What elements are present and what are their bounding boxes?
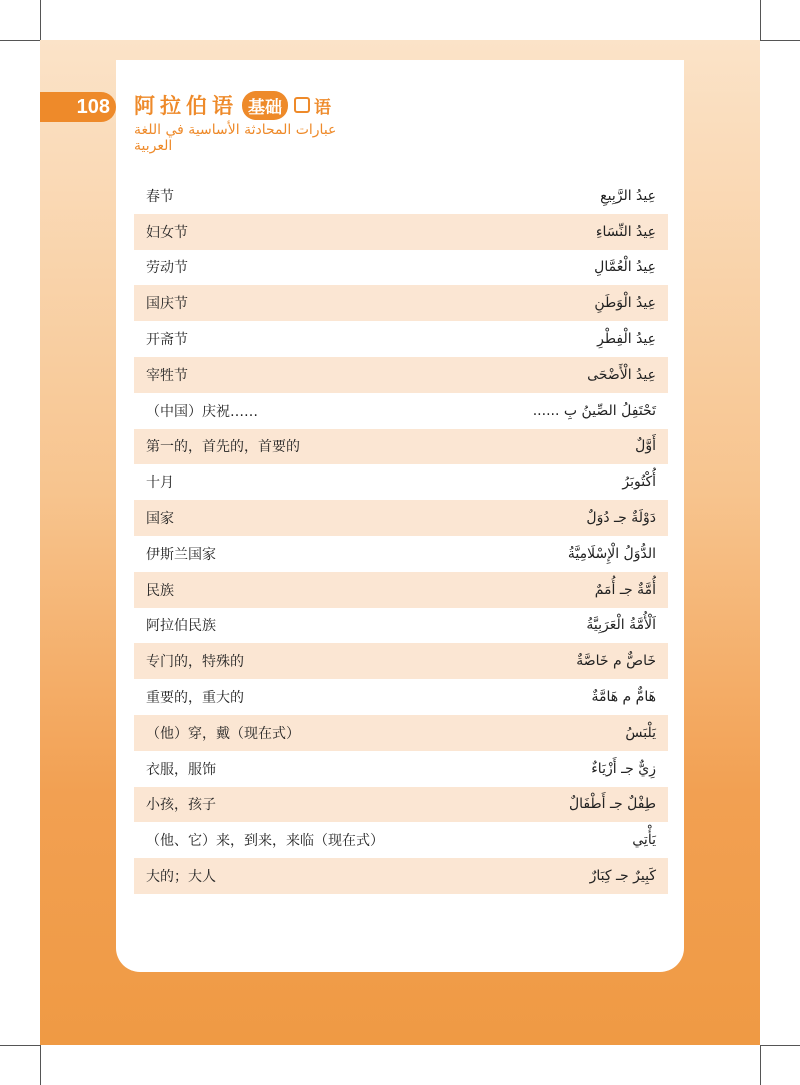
vocab-row [134, 536, 668, 572]
arabic-term: أُكْتُوبَرُ [622, 474, 656, 491]
arabic-term: دَوْلَةٌ جـ دُوَلٌ [586, 510, 656, 527]
arabic-term: يَلْبَسُ [625, 724, 656, 741]
arabic-term: اَلْأُمَّةُ الْعَرَبِيَّةُ [586, 617, 656, 634]
vocab-row [134, 178, 668, 214]
crop-mark [760, 1045, 800, 1046]
crop-mark [40, 0, 41, 40]
chinese-term: 开斋节 [146, 332, 188, 349]
vocab-row [134, 321, 668, 357]
chinese-term: 妇女节 [146, 224, 188, 241]
arabic-term: عِيدُ الْفِطْرِ [597, 331, 656, 348]
vocab-row [134, 715, 668, 751]
arabic-term: كَبِيرٌ جـ كِبَارٌ [589, 868, 656, 885]
chinese-term: 重要的，重大的 [146, 690, 244, 707]
arabic-term: يَأْتِي [632, 832, 656, 849]
subtitle-arabic: عبارات المحادثة الأساسية في اللغة العربية [134, 122, 337, 154]
vocab-row [134, 285, 668, 321]
vocab-row [134, 357, 668, 393]
vocab-table [134, 178, 668, 894]
arabic-term: زِيٌّ جـ أَزْيَاءٌ [591, 760, 656, 777]
chinese-term: 春节 [146, 188, 174, 205]
chinese-term: 国家 [146, 511, 174, 528]
crop-mark [760, 40, 800, 41]
chinese-term: （中国）庆祝…… [146, 403, 258, 420]
arabic-term: عِيدُ الْعُمَّالِ [594, 259, 656, 276]
vocab-row [134, 858, 668, 894]
arabic-term: عِيدُ الْأَضْحَى [587, 366, 656, 383]
vocab-row [134, 822, 668, 858]
arabic-term: أَوَّلٌ [635, 438, 656, 455]
arabic-term: طِفْلٌ جـ أَطْفَالٌ [568, 796, 656, 813]
vocab-row [134, 393, 668, 429]
chinese-term: 民族 [146, 582, 174, 599]
chinese-term: 小孩，孩子 [146, 797, 216, 814]
chinese-term: 大的；大人 [146, 869, 216, 886]
vocab-row [134, 787, 668, 823]
arabic-term: أُمَّةٌ جـ أُمَمٌ [594, 581, 656, 598]
arabic-term: تَحْتَفِلُ الصِّينُ بِ ...... [532, 402, 656, 419]
vocab-row [134, 464, 668, 500]
chinese-term: 劳动节 [146, 260, 188, 277]
arabic-term: عِيدُ النِّسَاءِ [595, 223, 656, 240]
page-number: 108 [40, 92, 116, 122]
crop-mark [0, 1045, 40, 1046]
arabic-term: عِيدُ الرَّبِيعِ [600, 187, 656, 204]
arabic-term: الدُّوَلُ الْإِسْلَامِيَّةُ [567, 545, 656, 562]
chinese-term: 第一的，首先的，首要的 [146, 439, 300, 456]
title-badge: 基础 [242, 91, 288, 120]
chinese-term: 十月 [146, 475, 174, 492]
vocab-row [134, 250, 668, 286]
vocab-row [134, 679, 668, 715]
vocab-row [134, 429, 668, 465]
vocab-row [134, 608, 668, 644]
chinese-term: 阿拉伯民族 [146, 618, 216, 635]
chinese-term: 衣服，服饰 [146, 761, 216, 778]
arabic-term: خَاصٌّ م خَاصَّةٌ [576, 653, 656, 670]
chinese-term: 伊斯兰国家 [146, 546, 216, 563]
title-tail: 语 [314, 97, 331, 118]
crop-mark [760, 0, 761, 40]
chinese-term: （他）穿，戴（现在式） [146, 725, 300, 742]
chinese-term: （他、它）来，到来，来临（现在式） [146, 833, 384, 850]
chinese-term: 专门的，特殊的 [146, 654, 244, 671]
crop-mark [0, 40, 40, 41]
vocab-row [134, 214, 668, 250]
vocab-row [134, 572, 668, 608]
arabic-term: هَامٌّ م هَامَّةٌ [591, 689, 656, 706]
book-title [134, 90, 331, 120]
crop-mark [40, 1045, 41, 1085]
mouth-box-icon [294, 97, 310, 113]
crop-mark [760, 1045, 761, 1085]
vocab-row [134, 500, 668, 536]
title-main: 阿拉伯语 [134, 94, 238, 118]
vocab-row [134, 751, 668, 787]
vocab-row [134, 643, 668, 679]
chinese-term: 宰牲节 [146, 367, 188, 384]
chinese-term: 国庆节 [146, 296, 188, 313]
arabic-term: عِيدُ الْوَطَنِ [594, 295, 656, 312]
